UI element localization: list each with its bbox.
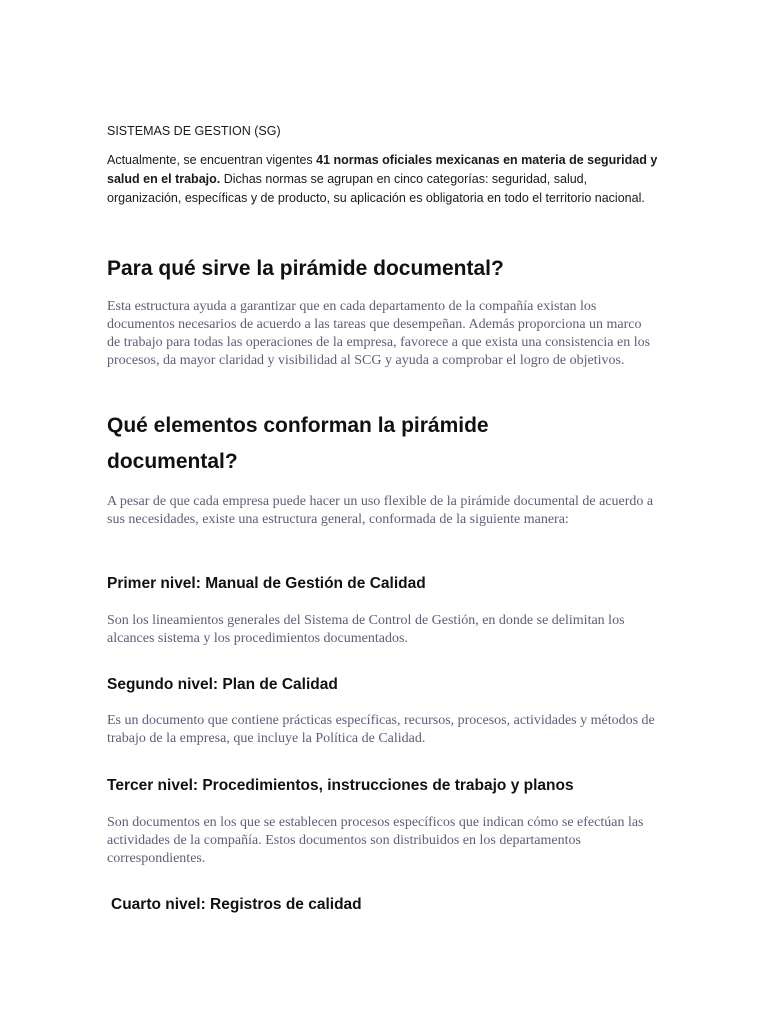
intro-paragraph	[107, 151, 662, 208]
intro-text-prefix: Actualmente, se encuentran vigentes	[107, 153, 317, 167]
intro-text-suffix: Dichas normas se agrupan en cinco categorías: seguridad, salud, organización, específicas y de producto, su aplicación es obligatoria en todo el territorio nacional.	[107, 172, 645, 205]
level-heading-fourth: Cuarto nivel: Registros de calidad	[111, 896, 362, 913]
level-body-first: Son los lineamientos generales del Sistema de Control de Gestión, en donde se delimitan los alcances sistema y los procedimientos documentados.	[107, 613, 625, 646]
intro-title: SISTEMAS DE GESTION (SG)	[107, 124, 281, 138]
intro-text-bold: 41 normas oficiales mexicanas en materia de seguridad y salud en el trabajo.	[107, 153, 658, 186]
section-heading-purpose: Para qué sirve la pirámide documental?	[107, 257, 504, 280]
section-body-elements: A pesar de que cada empresa puede hacer un uso flexible de la pirámide documental de acuerdo a sus necesidades, existe una estructura general, conformada de la siguiente manera:	[107, 494, 654, 527]
section-heading-elements: Qué elementos conforman la pirámide documental?	[107, 414, 489, 473]
level-heading-first: Primer nivel: Manual de Gestión de Calidad	[107, 575, 426, 592]
section-body-purpose: Esta estructura ayuda a garantizar que en cada departamento de la compañía existan los documentos necesarios de acuerdo a las tareas que desempeñan. Además proporciona un marco de trabajo para todas las operaciones de la empresa, favorece a que exista una consistencia en los procesos, da mayor claridad y visibilidad al SCG y ayuda a comprobar el logro de objetivos.	[107, 299, 651, 368]
level-heading-second: Segundo nivel: Plan de Calidad	[107, 676, 338, 693]
level-heading-third: Tercer nivel: Procedimientos, instrucciones de trabajo y planos	[107, 777, 574, 794]
level-body-second: Es un documento que contiene prácticas específicas, recursos, procesos, actividades y métodos de trabajo de la empresa, que incluye la Política de Calidad.	[107, 713, 655, 746]
level-body-third: Son documentos en los que se establecen procesos específicos que indican cómo se efectúan las actividades de la compañía. Estos documentos son distribuidos en los departamentos correspondientes.	[107, 815, 644, 866]
